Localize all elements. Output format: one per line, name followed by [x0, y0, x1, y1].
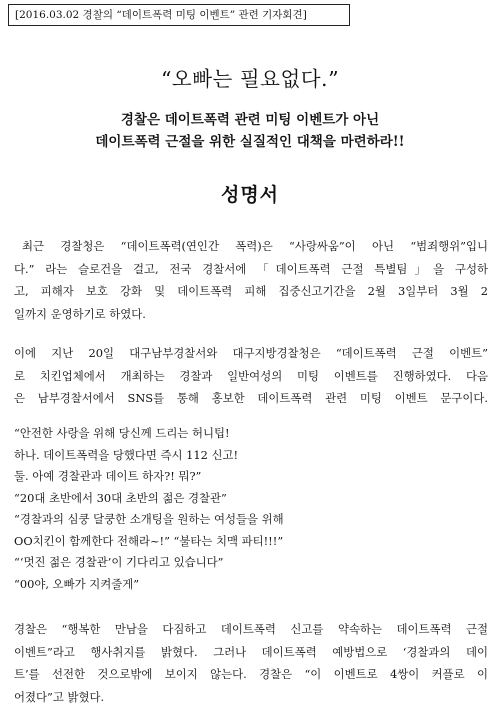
header-caption: [2016.03.02 경찰의 “데이트폭력 미팅 이벤트” 관련 기자회견] [8, 4, 350, 26]
subtitle-line-1: 경찰은 데이트폭력 관련 미팅 이벤트가 아닌 [120, 112, 380, 128]
quote-line: OO치킨이 함께한다 전해라~!” “불타는 치맥 파티!!!” [14, 533, 284, 548]
paragraph-1-line: 일까지 운영하기로 하였다. [14, 306, 146, 321]
quote-title: “오빠는 필요없다.” [160, 67, 340, 91]
paragraph-1-line: 최근 경찰청은 “데이트폭력(연인간 폭력)은 “사랑싸움”이 아닌 “범죄행위”입니 [22, 239, 488, 253]
quoted-promotion-text [14, 423, 488, 595]
paragraph-1 [14, 235, 488, 325]
subtitle-line-2: 데이트폭력 근절을 위한 실질적인 대책을 마련하라!! [95, 134, 405, 150]
quote-line: 하나. 데이트폭력을 당했다면 즉시 112 신고! [14, 447, 239, 462]
quote-line: “경찰과의 심쿵 달쿵한 소개팅을 원하는 여성들을 위해 [14, 512, 284, 526]
paragraph-1-line: 고, 피해자 보호 강화 및 데이트폭력 피해 집중신고기간을 2월 3일부터 3월 2 [14, 284, 488, 298]
statement-heading: 성명서 [220, 184, 280, 206]
paragraph-2-line: 로 치킨업체에서 개최하는 경찰과 일반여성의 미팅 이벤트를 진행하였다. 다음 [14, 368, 488, 383]
paragraph-3-line: 어졌다”고 밝혔다. [14, 689, 105, 704]
quote-line: “‘멋진 젊은 경찰관’이 기다리고 있습니다” [14, 555, 224, 569]
paragraph-2-line: 은 남부경찰서에서 SNS를 통해 홍보한 데이트폭력 관련 미팅 이벤트 문구이다. [14, 391, 488, 405]
paragraph-3 [14, 618, 488, 708]
quote-line: “00야, 오빠가 지켜줄게” [14, 576, 140, 591]
paragraph-3-line: 경찰은 “행복한 만남을 다짐하고 데이트폭력 신고를 약속하는 데이트폭력 근절 [14, 622, 488, 636]
paragraph-3-line: 이벤트”라고 행사취지를 밝혔다. 그러나 데이트폭력 예방법으로 ‘경찰과의 데이 [14, 644, 488, 659]
quote-line: “20대 초반에서 30대 초반의 젊은 경찰관” [14, 490, 227, 505]
paragraph-2 [14, 342, 488, 410]
quote-line: 둘. 아예 경찰관과 데이트 하자?! 뭐?” [14, 469, 202, 483]
paragraph-3-line: 트’를 선전한 것으로밖에 보이지 않는다. 경찰은 “이 이벤트로 4쌍이 커플로 이 [14, 667, 488, 681]
paragraph-2-line: 이에 지난 20일 대구남부경찰서와 대구지방경찰청은 “데이트폭력 근절 이벤트” [14, 346, 488, 360]
paragraph-1-line: 다.” 라는 슬로건을 걸고, 전국 경찰서에 「데이트폭력 근절 특별팀」을 구성하 [14, 261, 488, 276]
quote-line: “안전한 사랑을 위해 당신께 드리는 허니팁! [14, 426, 230, 440]
